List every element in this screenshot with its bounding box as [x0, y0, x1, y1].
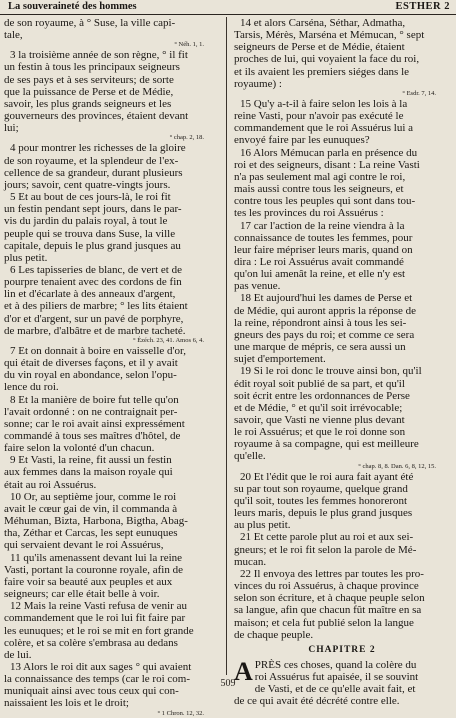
verse-line: qui servaient devant le roi Assuérus,: [4, 539, 164, 552]
verse-line: reine Vasti, pour n'avoir pas exécuté le: [234, 110, 404, 123]
verse-line: lin et d'écarlate à des anneaux d'argent,: [4, 288, 176, 301]
verse-line: seigneurs; car elle était belle à voir.: [4, 588, 160, 601]
verse-line: qu'il soit, toutes les femmes honoreront: [234, 494, 408, 507]
verse-line: un festin pendant sept jours, dans le par-: [4, 203, 182, 216]
verse-line: que la puissance de Perse et de Médie,: [4, 85, 174, 98]
verse-line: la reine, répondront ainsi à tous les sei-: [234, 316, 407, 329]
verse-line: la connaissance des temps (car le roi com-: [4, 673, 191, 686]
verse-line: 4 pour montrer les richesses de la gloire: [10, 142, 186, 155]
verse-line: maison; et cela fut publié selon la langue: [234, 616, 414, 629]
verse-line: 12 Mais la reine Vasti refusa de venir au: [10, 600, 187, 613]
verse-line: de chaque peuple.: [234, 628, 314, 641]
verse-line: royaume) :: [234, 77, 282, 90]
verse-line: tale,: [4, 29, 23, 42]
verse-line: vinces du roi Assuérus, à chaque province: [234, 580, 419, 593]
verse-line: de marbre, d'albâtre et de marbre tacheté.: [4, 324, 186, 337]
verse-line: 14 et alors Carséna, Séthar, Admatha,: [240, 17, 406, 29]
verse-line: gneurs; et le roi fit selon la parole de Mé-: [234, 543, 417, 556]
verse-line: de son royaume, et la splendeur de l'ex-: [4, 154, 179, 167]
verse-line: commandement que le roi Assuérus lui a: [234, 122, 414, 135]
verse-line: 22 Il envoya des lettres par toutes les pro-: [240, 567, 424, 580]
cross-reference: ° 1 Chron. 12, 32.: [157, 709, 204, 717]
verse-line: connaissance de toutes les femmes, pour: [234, 231, 413, 244]
verse-line: soit écrit entre les ordonnances de Perse: [234, 389, 410, 402]
verse-line: mucan.: [234, 555, 267, 568]
verse-line: colère, et sa colère s'embrasa au dedans: [4, 636, 178, 649]
cross-reference: ° Esdr. 7, 14.: [402, 89, 436, 97]
book-chapter-label: ESTHER 2: [395, 1, 450, 12]
verse-line: sujet d'emportement.: [234, 353, 326, 366]
verse-line: édit royal soit publié de sa part, et qu'il: [234, 377, 405, 390]
verse-line: contre tous les peuples qui sont dans tou-: [234, 195, 416, 208]
column-divider: [226, 17, 227, 675]
verse-line: sa langue, afin que chacun fût maître en sa: [234, 604, 422, 617]
verse-line: Méhuman, Bizta, Harbona, Bigtha, Abag-: [4, 515, 188, 528]
verse-line: 18 Et aujourd'hui les dames de Perse et: [240, 292, 413, 305]
cross-reference: ° Ézéch. 23, 41. Amos 6, 4.: [132, 336, 204, 344]
verse-line: d'or et d'argent, sur un pavé de porphyre,: [4, 312, 184, 325]
verse-line: su par tout son royaume, quelque grand: [234, 482, 408, 495]
verse-line: de son royaume, à ° Suse, la ville capi-: [4, 17, 176, 29]
verse-line: lence du roi.: [4, 381, 59, 394]
verse-line: capitale, depuis le plus grand jusques au: [4, 239, 181, 252]
verse-line: tha, Zéthar et Carcas, les sept eunuques: [4, 527, 178, 540]
chapter-heading: CHAPITRE 2: [308, 644, 376, 655]
verse-line: du vin royal en abondance, selon l'opu-: [4, 369, 177, 382]
verse-line: qu'elle.: [234, 450, 266, 463]
verse-line: faire selon la volonté d'un chacun.: [4, 442, 155, 455]
verse-line: muniquait ainsi avec tous ceux qui con-: [4, 685, 179, 698]
page-number: 509: [220, 678, 236, 689]
verse-line: tes les provinces du roi Assuérus :: [234, 207, 384, 220]
verse-line: mais aussi contre tous les seigneurs, et: [234, 183, 404, 196]
cross-reference: ° chap. 8, 8. Dan. 6, 8, 12, 15.: [358, 462, 436, 470]
verse-line: dira : Le roi Assuérus avait commandé: [234, 255, 404, 268]
verse-line: lui;: [4, 122, 19, 135]
verse-line: une marque de mépris, ce sera aussi un: [234, 341, 406, 354]
chapter-2-line: de Vasti, et de ce qu'elle avait fait, et: [254, 683, 416, 696]
verse-line: plus petit.: [4, 251, 48, 264]
verse-line: qui était de diverses façons, et il y avait: [4, 357, 178, 370]
verse-line: 20 Et l'édit que le roi aura fait ayant été: [240, 470, 414, 483]
verse-line: proches de lui, qui voyaient la face du roi,: [234, 53, 420, 66]
chapter-2-line: roi Assuérus fut apaisée, il se souvint: [254, 670, 419, 683]
verse-line: de ses pays et à ses serviteurs; de sorte: [4, 73, 174, 86]
verse-line: 10 Or, au septième jour, comme le roi: [10, 490, 177, 503]
chapter-2-line: de ce qui avait été décrété contre elle.: [234, 695, 400, 708]
verse-line: savoir, les plus grands seigneurs et les: [4, 97, 172, 110]
verse-line: selon son écriture, et à chaque peuple selon: [234, 592, 425, 605]
verse-line: 9 Et Vasti, la reine, fit aussi un festin: [10, 454, 172, 467]
verse-line: 7 Et on donnait à boire en vaisselle d'or,: [10, 344, 186, 357]
verse-line: de lui.: [4, 648, 32, 661]
verse-line: 11 qu'ils amenassent devant lui la reine: [10, 551, 183, 564]
verse-line: Tarsis, Mérès, Marséna et Mémucan, ° sept: [234, 29, 425, 42]
verse-line: savoir, que Vasti ne vienne plus devant: [234, 414, 405, 426]
verse-line: avait le cœur gai de vin, il commanda à: [4, 502, 178, 515]
verse-line: gouverneurs des provinces, étaient devant: [4, 110, 189, 123]
verse-line: au plus petit.: [234, 519, 291, 532]
verse-line: était au roi Assuérus.: [4, 478, 97, 491]
verse-line: pas venue.: [234, 280, 281, 293]
drop-cap: A: [234, 656, 253, 686]
verse-line: de Médie, qui auront appris la réponse de: [234, 304, 417, 317]
verse-line: un festin à tous les principaux seigneurs: [4, 61, 180, 74]
verse-line: et ils avaient les premiers siéges dans le: [234, 65, 410, 78]
verse-line: commandement que le roi lui fit faire par: [4, 612, 186, 625]
verse-line: 6 Les tapisseries de blanc, de vert et de: [10, 263, 182, 276]
verse-line: aux femmes dans la maison royale qui: [4, 466, 173, 479]
verse-line: sonne; car le roi avait ainsi expressément: [4, 417, 185, 430]
verse-line: et de Médie, ° et qu'il soit irrévocable;: [234, 401, 403, 414]
verse-line: leur faire mépriser leurs maris, quand on: [234, 243, 413, 256]
chapter-2-line: PRÈS ces choses, quand la colère du: [254, 658, 417, 671]
verse-line: peuple qui se trouva dans Suse, la ville: [4, 227, 176, 240]
verse-line: gneurs des pays du roi; et comme ce sera: [234, 328, 415, 341]
verse-line: Vasti, portant la couronne royale, afin de: [4, 563, 183, 576]
verse-line: 8 Et la manière de boire fut telle qu'on: [10, 393, 179, 406]
verse-line: vis du jardin du palais royal, à tout le: [4, 215, 168, 228]
cross-reference: ° chap. 2, 18.: [169, 134, 204, 142]
cross-reference: ° Néh. 1, 1.: [174, 41, 204, 49]
verse-line: n'a pas seulement mal agi contre le roi,: [234, 170, 406, 183]
verse-line: les eunuques; et le roi se mit en fort grande: [4, 624, 194, 637]
verse-line: faire voir sa beauté aux peuples et aux: [4, 575, 173, 588]
verse-line: cellence de sa grandeur, durant plusieurs: [4, 166, 183, 179]
verse-line: royaume à sa compagne, qui est meilleure: [234, 438, 419, 451]
left-text-column: [4, 17, 218, 717]
verse-line: 3 la troisième année de son règne, ° il fit: [10, 49, 188, 62]
verse-line: le roi Assuérus; et que le roi donne son: [234, 426, 406, 439]
chapter-1-verses-continued: [234, 17, 450, 641]
page-header: [0, 0, 456, 15]
verse-line: 21 Et cette parole plut au roi et aux sei-: [240, 531, 414, 544]
verse-line: et à des piliers de marbre; ° les lits étaient: [4, 300, 188, 313]
verse-line: naissaient les lois et le droit;: [4, 697, 129, 710]
verse-line: 15 Qu'y a-t-il à faire selon les lois à la: [240, 97, 408, 110]
verse-line: jours; savoir, cent quatre-vingts jours.: [4, 178, 171, 191]
right-text-column: [234, 17, 450, 708]
verse-line: qu'on lui amenât la reine, et elle n'y est: [234, 268, 406, 281]
verse-line: 16 Alors Mémucan parla en présence du: [240, 146, 418, 159]
verse-line: 19 Si le roi donc le trouve ainsi bon, qu'il: [240, 365, 422, 378]
verse-line: 5 Et au bout de ces jours-là, le roi fit: [10, 191, 171, 204]
verse-line: leurs maris, depuis le plus grand jusques: [234, 507, 413, 520]
verse-line: 17 car l'action de la reine viendra à la: [240, 219, 405, 232]
verse-line: commandé à tous ses maîtres d'hôtel, de: [4, 430, 181, 442]
verse-line: envoyé faire par les eunuques?: [234, 134, 370, 147]
verse-line: roi et des seigneurs, disant : La reine Vasti: [234, 158, 420, 171]
verse-line: l'avait ordonné : on ne contraignait per-: [4, 405, 178, 418]
verse-line: 13 Alors le roi dit aux sages ° qui avaient: [10, 660, 192, 673]
verse-line: pourpre tenaient avec des cordons de fin: [4, 276, 182, 289]
verse-line: seigneurs de Perse et de Médie, étaient: [234, 41, 405, 54]
running-title: La souveraineté des hommes: [8, 1, 137, 12]
